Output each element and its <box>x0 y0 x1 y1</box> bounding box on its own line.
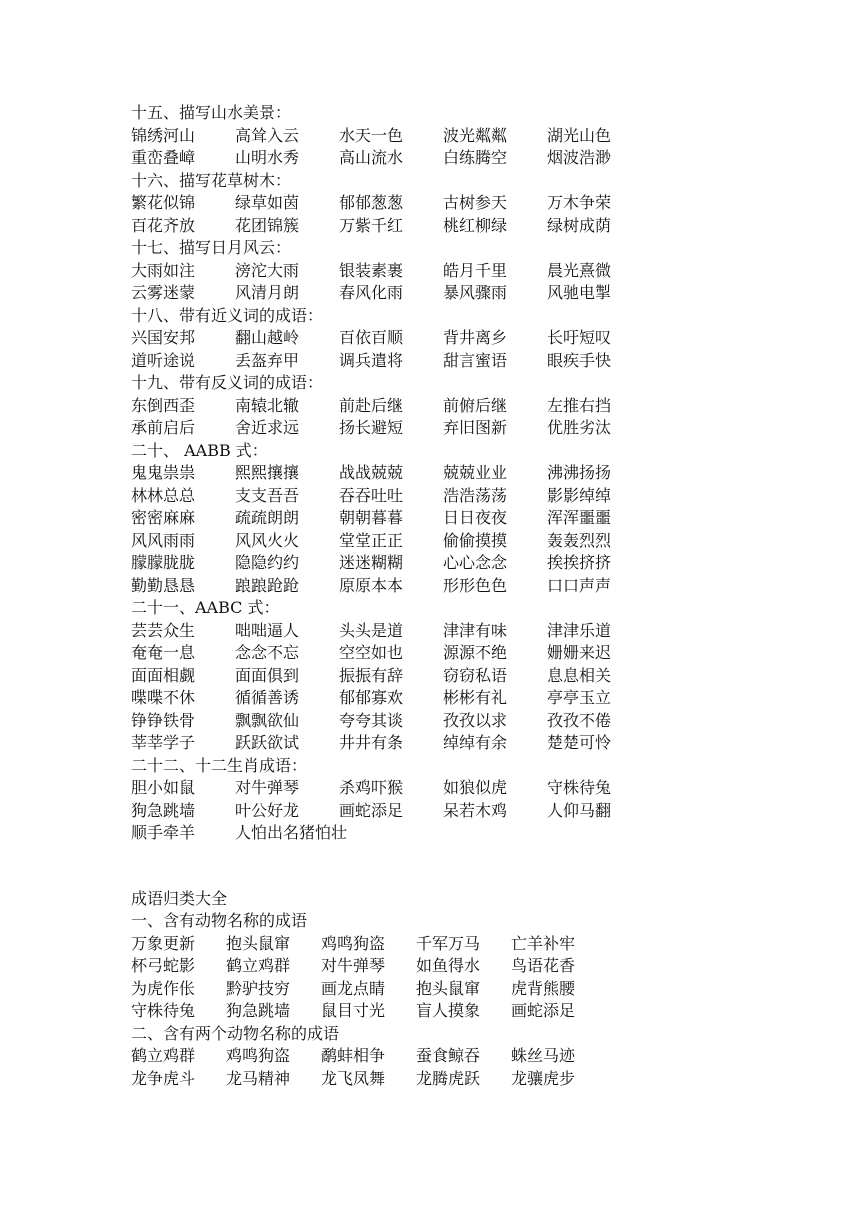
idiom: 抱头鼠窜 <box>416 978 481 998</box>
idiom-row <box>131 417 831 440</box>
idiom-row <box>131 192 831 215</box>
category-heading: 二、含有两个动物名称的成语 <box>131 1023 340 1043</box>
idiom: 浩浩荡荡 <box>443 485 508 505</box>
idiom: 繁花似锦 <box>131 193 196 212</box>
idiom: 重峦叠嶂 <box>131 148 196 167</box>
idiom: 百依百顺 <box>339 328 404 347</box>
idiom-row <box>131 125 831 148</box>
idiom: 蛛丝马迹 <box>511 1046 576 1065</box>
idiom: 胆小如鼠 <box>131 778 196 797</box>
idiom: 支支吾吾 <box>235 485 300 505</box>
idiom: 高山流水 <box>339 148 404 167</box>
idiom: 银装素裹 <box>339 260 404 280</box>
idiom: 迷迷糊糊 <box>339 553 404 572</box>
idiom: 绿草如茵 <box>235 193 300 212</box>
idiom: 鹤立鸡群 <box>226 956 291 975</box>
idiom: 呆若木鸡 <box>443 800 508 820</box>
idiom: 绿树成荫 <box>547 215 612 235</box>
idiom: 密密麻麻 <box>131 508 196 527</box>
idiom: 津津有味 <box>443 620 508 640</box>
idiom: 长吁短叹 <box>547 328 612 347</box>
idiom: 铮铮铁骨 <box>131 710 196 730</box>
idiom: 踉踉跄跄 <box>235 575 300 595</box>
idiom: 飘飘欲仙 <box>235 710 300 730</box>
idiom: 跃跃欲试 <box>235 733 300 752</box>
idiom: 鸡鸣狗盗 <box>321 933 386 953</box>
idiom: 鹬蚌相争 <box>321 1046 386 1065</box>
idiom: 龙争虎斗 <box>131 1068 196 1088</box>
idiom: 姗姗来迟 <box>547 643 612 662</box>
idiom: 山明水秀 <box>235 148 300 167</box>
idiom: 井井有条 <box>339 733 404 752</box>
idiom: 白练腾空 <box>443 148 508 167</box>
document-page <box>131 102 831 1090</box>
idiom: 浑浑噩噩 <box>547 508 612 527</box>
idiom: 彬彬有礼 <box>443 688 508 707</box>
idiom: 风风火火 <box>235 530 300 550</box>
idiom: 春风化雨 <box>339 283 404 302</box>
idiom: 对牛弹琴 <box>321 956 386 975</box>
idiom: 守株待兔 <box>547 778 612 797</box>
idiom: 孜孜以求 <box>443 710 508 730</box>
idiom: 盲人摸象 <box>416 1001 481 1020</box>
idiom-row <box>131 282 831 305</box>
category-heading: 二十一、AABC 式： <box>131 598 280 617</box>
idiom: 大雨如注 <box>131 260 196 280</box>
idiom: 暴风骤雨 <box>443 283 508 302</box>
idiom: 高耸入云 <box>235 125 300 145</box>
idiom: 鸟语花香 <box>511 956 576 975</box>
idiom-classification-section <box>131 888 831 1091</box>
idiom-row <box>131 687 831 710</box>
idiom-categories-section <box>131 102 831 845</box>
idiom: 空空如也 <box>339 643 404 662</box>
idiom: 百花齐放 <box>131 215 196 235</box>
idiom: 人仰马翻 <box>547 800 612 820</box>
idiom: 道听途说 <box>131 350 196 370</box>
idiom: 甜言蜜语 <box>443 350 508 370</box>
idiom-row <box>131 462 831 485</box>
idiom: 优胜劣汰 <box>547 418 612 437</box>
idiom: 兴国安邦 <box>131 328 196 347</box>
idiom: 狗急跳墙 <box>226 1001 291 1020</box>
idiom: 顺手牵羊 <box>131 823 196 842</box>
idiom: 莘莘学子 <box>131 733 196 752</box>
idiom: 头头是道 <box>339 620 404 640</box>
idiom: 挨挨挤挤 <box>547 553 612 572</box>
idiom: 朝朝暮暮 <box>339 508 404 527</box>
idiom: 风驰电掣 <box>547 283 612 302</box>
idiom: 亡羊补牢 <box>511 933 576 953</box>
idiom-row <box>131 822 831 845</box>
idiom: 弃旧图新 <box>443 418 508 437</box>
category-heading: 二十、 AABB 式： <box>131 440 268 460</box>
idiom: 画蛇添足 <box>511 1001 576 1020</box>
idiom: 丢盔弃甲 <box>235 350 300 370</box>
idiom-row <box>131 147 831 170</box>
idiom: 花团锦簇 <box>235 215 300 235</box>
idiom: 湖光山色 <box>547 125 612 145</box>
idiom-row <box>131 732 831 755</box>
idiom: 熙熙攘攘 <box>235 463 300 482</box>
idiom: 源源不绝 <box>443 643 508 662</box>
idiom: 勤勤恳恳 <box>131 575 196 595</box>
idiom-row <box>131 575 831 598</box>
section-spacer <box>131 845 831 888</box>
idiom: 舍近求远 <box>235 418 300 437</box>
idiom: 千军万马 <box>416 933 481 953</box>
idiom: 风清月朗 <box>235 283 300 302</box>
idiom: 吞吞吐吐 <box>339 485 404 505</box>
idiom: 杀鸡吓猴 <box>339 778 404 797</box>
idiom: 郁郁寡欢 <box>339 688 404 707</box>
idiom: 夸夸其谈 <box>339 710 404 730</box>
idiom: 轰轰烈烈 <box>547 530 612 550</box>
idiom: 息息相关 <box>547 665 612 685</box>
idiom: 如狼似虎 <box>443 778 508 797</box>
category-heading: 十六、描写花草树木： <box>131 170 292 190</box>
idiom: 咄咄逼人 <box>235 620 300 640</box>
idiom-row <box>131 978 831 1001</box>
idiom-row <box>131 485 831 508</box>
idiom: 滂沱大雨 <box>235 260 300 280</box>
idiom: 万紫千红 <box>339 215 404 235</box>
idiom-row <box>131 1068 831 1091</box>
idiom: 隐隐约约 <box>235 553 300 572</box>
idiom: 桃红柳绿 <box>443 215 508 235</box>
idiom: 皓月千里 <box>443 260 508 280</box>
idiom: 心心念念 <box>443 553 508 572</box>
idiom: 烟波浩渺 <box>547 148 612 167</box>
idiom: 左推右挡 <box>547 395 612 415</box>
idiom: 承前启后 <box>131 418 196 437</box>
idiom: 前赴后继 <box>339 395 404 415</box>
idiom: 战战兢兢 <box>339 463 404 482</box>
idiom: 绰绰有余 <box>443 733 508 752</box>
idiom: 喋喋不休 <box>131 688 196 707</box>
idiom-row <box>131 1045 831 1068</box>
idiom: 林林总总 <box>131 485 196 505</box>
category-heading: 十七、描写日月风云： <box>131 238 292 257</box>
idiom: 扬长避短 <box>339 418 404 437</box>
idiom: 波光粼粼 <box>443 125 508 145</box>
idiom: 杯弓蛇影 <box>131 956 196 975</box>
idiom: 原原本本 <box>339 575 404 595</box>
idiom: 龙飞凤舞 <box>321 1068 386 1088</box>
document-title: 成语归类大全 <box>131 888 228 908</box>
idiom: 日日夜夜 <box>443 508 508 527</box>
idiom-row <box>131 710 831 733</box>
idiom: 云雾迷蒙 <box>131 283 196 302</box>
idiom-row <box>131 955 831 978</box>
category-heading: 一、含有动物名称的成语 <box>131 911 308 930</box>
idiom: 守株待兔 <box>131 1001 196 1020</box>
idiom: 孜孜不倦 <box>547 710 612 730</box>
idiom: 面面相觑 <box>131 665 196 685</box>
idiom-row <box>131 395 831 418</box>
idiom: 万象更新 <box>131 933 196 953</box>
idiom-row <box>131 642 831 665</box>
idiom: 黔驴技穷 <box>226 978 291 998</box>
idiom: 前俯后继 <box>443 395 508 415</box>
idiom: 对牛弹琴 <box>235 778 300 797</box>
idiom: 风风雨雨 <box>131 530 196 550</box>
idiom: 龙马精神 <box>226 1068 291 1088</box>
idiom: 晨光熹微 <box>547 260 612 280</box>
idiom: 影影绰绰 <box>547 485 612 505</box>
idiom: 龙骧虎步 <box>511 1068 576 1088</box>
idiom: 古树参天 <box>443 193 508 212</box>
idiom: 眼疾手快 <box>547 350 612 370</box>
idiom: 奄奄一息 <box>131 643 196 662</box>
idiom: 鹤立鸡群 <box>131 1046 196 1065</box>
idiom: 锦绣河山 <box>131 125 196 145</box>
idiom: 堂堂正正 <box>339 530 404 550</box>
idiom: 龙腾虎跃 <box>416 1068 481 1088</box>
idiom-row <box>131 552 831 575</box>
idiom: 芸芸众生 <box>131 620 196 640</box>
idiom-row <box>131 620 831 643</box>
idiom-row <box>131 1000 831 1023</box>
idiom-row <box>131 800 831 823</box>
idiom: 鸡鸣狗盗 <box>226 1046 291 1065</box>
idiom: 循循善诱 <box>235 688 300 707</box>
idiom-row <box>131 665 831 688</box>
idiom-row <box>131 507 831 530</box>
idiom-row <box>131 260 831 283</box>
idiom: 人怕出名猪怕壮 <box>235 823 348 842</box>
idiom-row <box>131 530 831 553</box>
idiom-row <box>131 777 831 800</box>
idiom: 东倒西歪 <box>131 395 196 415</box>
idiom: 口口声声 <box>547 575 612 595</box>
idiom: 津津乐道 <box>547 620 612 640</box>
idiom: 万木争荣 <box>547 193 612 212</box>
idiom: 振振有辞 <box>339 665 404 685</box>
idiom: 面面俱到 <box>235 665 300 685</box>
idiom: 翻山越岭 <box>235 328 300 347</box>
category-heading: 十五、描写山水美景： <box>131 103 292 122</box>
idiom: 疏疏朗朗 <box>235 508 300 527</box>
idiom: 沸沸扬扬 <box>547 463 612 482</box>
idiom: 鼠目寸光 <box>321 1001 386 1020</box>
idiom: 亭亭玉立 <box>547 688 612 707</box>
idiom: 蚕食鲸吞 <box>416 1046 481 1065</box>
idiom: 为虎作伥 <box>131 978 196 998</box>
idiom: 虎背熊腰 <box>511 978 576 998</box>
idiom: 偷偷摸摸 <box>443 530 508 550</box>
idiom: 如鱼得水 <box>416 956 481 975</box>
idiom: 水天一色 <box>339 125 404 145</box>
idiom-row <box>131 327 831 350</box>
idiom: 楚楚可怜 <box>547 733 612 752</box>
idiom-row <box>131 350 831 373</box>
idiom: 抱头鼠窜 <box>226 933 291 953</box>
idiom: 画蛇添足 <box>339 800 404 820</box>
idiom: 狗急跳墙 <box>131 800 196 820</box>
idiom-row <box>131 933 831 956</box>
idiom: 调兵遣将 <box>339 350 404 370</box>
idiom: 兢兢业业 <box>443 463 508 482</box>
idiom: 南辕北辙 <box>235 395 300 415</box>
category-heading: 二十二、十二生肖成语： <box>131 755 308 775</box>
idiom: 朦朦胧胧 <box>131 553 196 572</box>
idiom-row <box>131 215 831 238</box>
idiom: 背井离乡 <box>443 328 508 347</box>
idiom: 念念不忘 <box>235 643 300 662</box>
idiom: 窃窃私语 <box>443 665 508 685</box>
idiom: 叶公好龙 <box>235 800 300 820</box>
idiom: 画龙点睛 <box>321 978 386 998</box>
category-heading: 十八、带有近义词的成语： <box>131 305 324 325</box>
idiom: 鬼鬼祟祟 <box>131 463 196 482</box>
idiom: 郁郁葱葱 <box>339 193 404 212</box>
category-heading: 十九、带有反义词的成语： <box>131 373 324 392</box>
idiom: 形形色色 <box>443 575 508 595</box>
